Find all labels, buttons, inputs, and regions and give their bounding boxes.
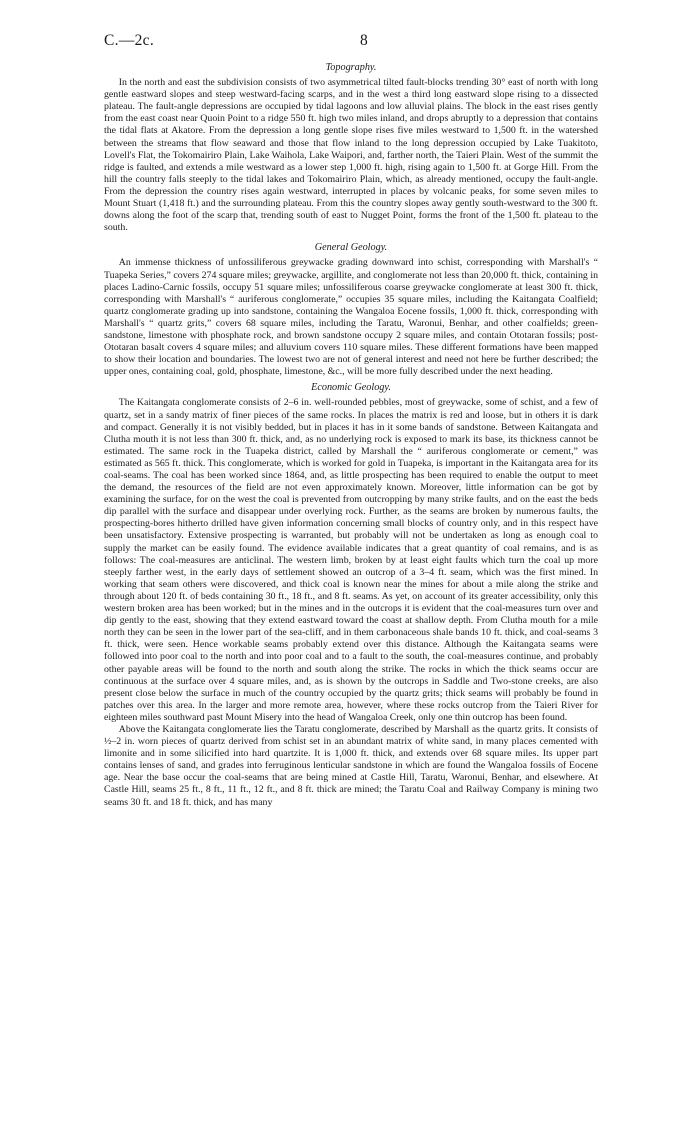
document-reference: C.—2c.: [104, 32, 155, 49]
section-heading-general-geology: General Geology.: [314, 242, 388, 254]
page-number: 8: [360, 32, 368, 49]
general-geology-paragraph: An immense thickness of unfossiliferous greywacke grading downward into schist, corresponding with Marshall's “ Tuapeka Series,” covers 274 square miles; greywacke, argillite, and conglomerate not less than 20,000 ft. thick, containing in places Ladino-Carnic fossils, occupy 51 square miles; unfossiliferous coarse greywacke conglomerate at least 300 ft. thick, corresponding with Marshall's “ auriferous conglomerate,” occupies 35 square miles, including the Kaitangata Coalfield; quartz conglomerate grading up into sandstone, containing the Wangaloa Eocene fossils, 1,000 ft. thick, corresponding with Marshall's “ quartz grits,” covers 68 square miles, including the Taratu, Waronui, Benhar, and other coalfields; green-sandstone, limestone with phosphate rock, and brown sandstone occupy 2 square miles, and contain Ototaran fossils; post-Ototaran basalt covers 4 square miles; and alluvium covers 110 square miles. These different formations have been mapped to show their location and boundaries. The lowest two are not of general interest and need not here be further described; the upper ones, containing coal, gold, phosphate, limestone, &c., will be more fully described under the next heading.: [104, 257, 598, 378]
economic-geology-paragraph-2: Above the Kaitangata conglomerate lies the Taratu conglomerate, described by Marshall as the quartz grits. It consists of ½–2 in. worn pieces of quartz derived from schist set in an abundant matrix of white sand, in many places cemented with limonite and in some silicified into hard quartzite. It is 1,000 ft. thick, and extends over 68 square miles. Its upper part contains lenses of sand, and grades into ferruginous lenticular sandstone in which are found the Wangaloa fossils of Eocene age. Near the base occur the coal-seams that are being mined at Castle Hill, Taratu, Waronui, Benhar, and elsewhere. At Castle Hill, seams 25 ft., 8 ft., 11 ft., 12 ft., and 8 ft. thick are mined; the Taratu Coal and Railway Company is mining two seams 30 ft. and 18 ft. thick, and has many: [104, 723, 598, 808]
economic-geology-paragraph-1: The Kaitangata conglomerate consists of 2–6 in. well-rounded pebbles, most of greywacke, some of schist, and a few of quartz, set in a sandy matrix of finer pieces of the same rocks. In places the matrix is red and loose, but in others it is dark and compact. Generally it is not visibly bedded, but in places it has in it some bands of sandstone. Between Kaitangata and Clutha mouth it is not less than 300 ft. thick, and, as no underlying rock is exposed to mark its base, its thickness cannot be estimated. The same rock in the Tuapeka district, called by Marshall the “ auriferous conglomerate or cement,” was estimated as 565 ft. thick. This conglomerate, which is worked for gold in Tuapeka, is important in the Kaitangata area for its coal-seams. The coal has been worked since 1864, and, as little prospecting has been required to enable the output to meet the demand, the resources of the field are not even approximately known. Moreover, little information can be got by examining the surface, for on the west the coal is prevented from outcropping by many strike faults, and on the east the beds dip parallel with the surface and disappear under overlying rock. Further, as the seams are broken by numerous faults, the prospecting-bores hitherto drilled have given information concerning small blocks of country only, and in this respect have been unsatisfactory. Extensive prospecting is warranted, but probably will not be undertaken as long as enough coal to supply the market can be easily found. The evidence available indicates that a great quantity of coal remains, and is as follows: The coal-measures are anticlinal. The western limb, broken by at least eight faults which turn the coal up more steeply farther west, in the early days of settlement showed an outcrop of a 3–4 ft. seam, which was the first mined. In working that seam others were discovered, and thick coal is known near the mines for about a mile along the strike and through about 120 ft. of beds containing 30 ft., 18 ft., and 8 ft. seams. As yet, on account of its greater accessibility, only this western broken area has been worked; but in the mines and in the outcrops it is evident that the coal-measures turn over and dip gently to the east, showing that they extend eastward toward the coast at shallow depth. From Clutha mouth for a mile north they can be seen in the lower part of the sea-cliff, and in them carbonaceous shale bands 10 ft. thick, and coal-seams 3 ft. thick, were seen. Hence workable seams probably extend over this distance. Although the Kaitangata seams were followed into poor coal to the north and into poor coal and to a fault to the south, the coal-measures continue, and probably other payable areas will be found to the north and south along the strike. The rocks in which the thick seams occur are continuous at the surface over 4 square miles, and, as is shown by the outcrops in Saddle and Two-stone creeks, are also present close below the surface in much of the country occupied by the quartz grits; thick seams will probably be found in patches over this area. In the larger and more remote area, however, where these rocks outcrop from the Taieri River for eighteen miles southward past Mount Misery into the head of Wangaloa Creek, only one thin outcrop has been found.: [104, 397, 598, 723]
section-spacer: [104, 234, 598, 242]
section-heading-topography: Topography.: [325, 62, 377, 73]
economic-geology-section: [104, 382, 598, 808]
body-text: [104, 62, 598, 809]
topography-section: [104, 62, 598, 234]
section-heading-economic-geology: Economic Geology.: [311, 382, 391, 394]
general-geology-section: [104, 242, 598, 378]
page-header: [0, 32, 700, 56]
topography-paragraph: In the north and east the subdivision consists of two asymmetrical tilted fault-blocks trending 30° east of north with long gentle eastward slopes and steep westward-facing scarps, and in the west a third long eastward slope rising to a dissected plateau. The fault-angle depressions are occupied by tidal lagoons and low alluvial plains. The block in the east rises gently from the east coast near Quoin Point to a ridge 550 ft. high two miles inland, and drops abruptly to a depression that contains the tidal flats at Akatore. From the depression a long gentle slope rises five miles westward to 1,500 ft. in the watershed between the streams that flow seaward and those that flow inland to the long depression occupied by Lake Tuakitoto, Lovell's Flat, the Tokomairiro Plain, Lake Waihola, Lake Waipori, and, farther north, the Taieri Plain. West of the summit the ridge is faulted, and extends a mile westward as a lower step 1,000 ft. high, rising again to 1,500 ft. at Gorge Hill. From the hill the country falls steeply to the tidal lakes and Tokomairiro Plain, which, as already mentioned, occupy the fault-angle. From the depression the country rises again westward, interrupted in places by volcanic peaks, for some seven miles to Mount Stuart (1,418 ft.) and the surrounding plateau. From this the country slopes away gently south-westward to the 300 ft. downs along the foot of the scarp that, trending south of east to Nugget Point, forms the front of the 1,500 ft. plateau to the south.: [104, 77, 598, 234]
